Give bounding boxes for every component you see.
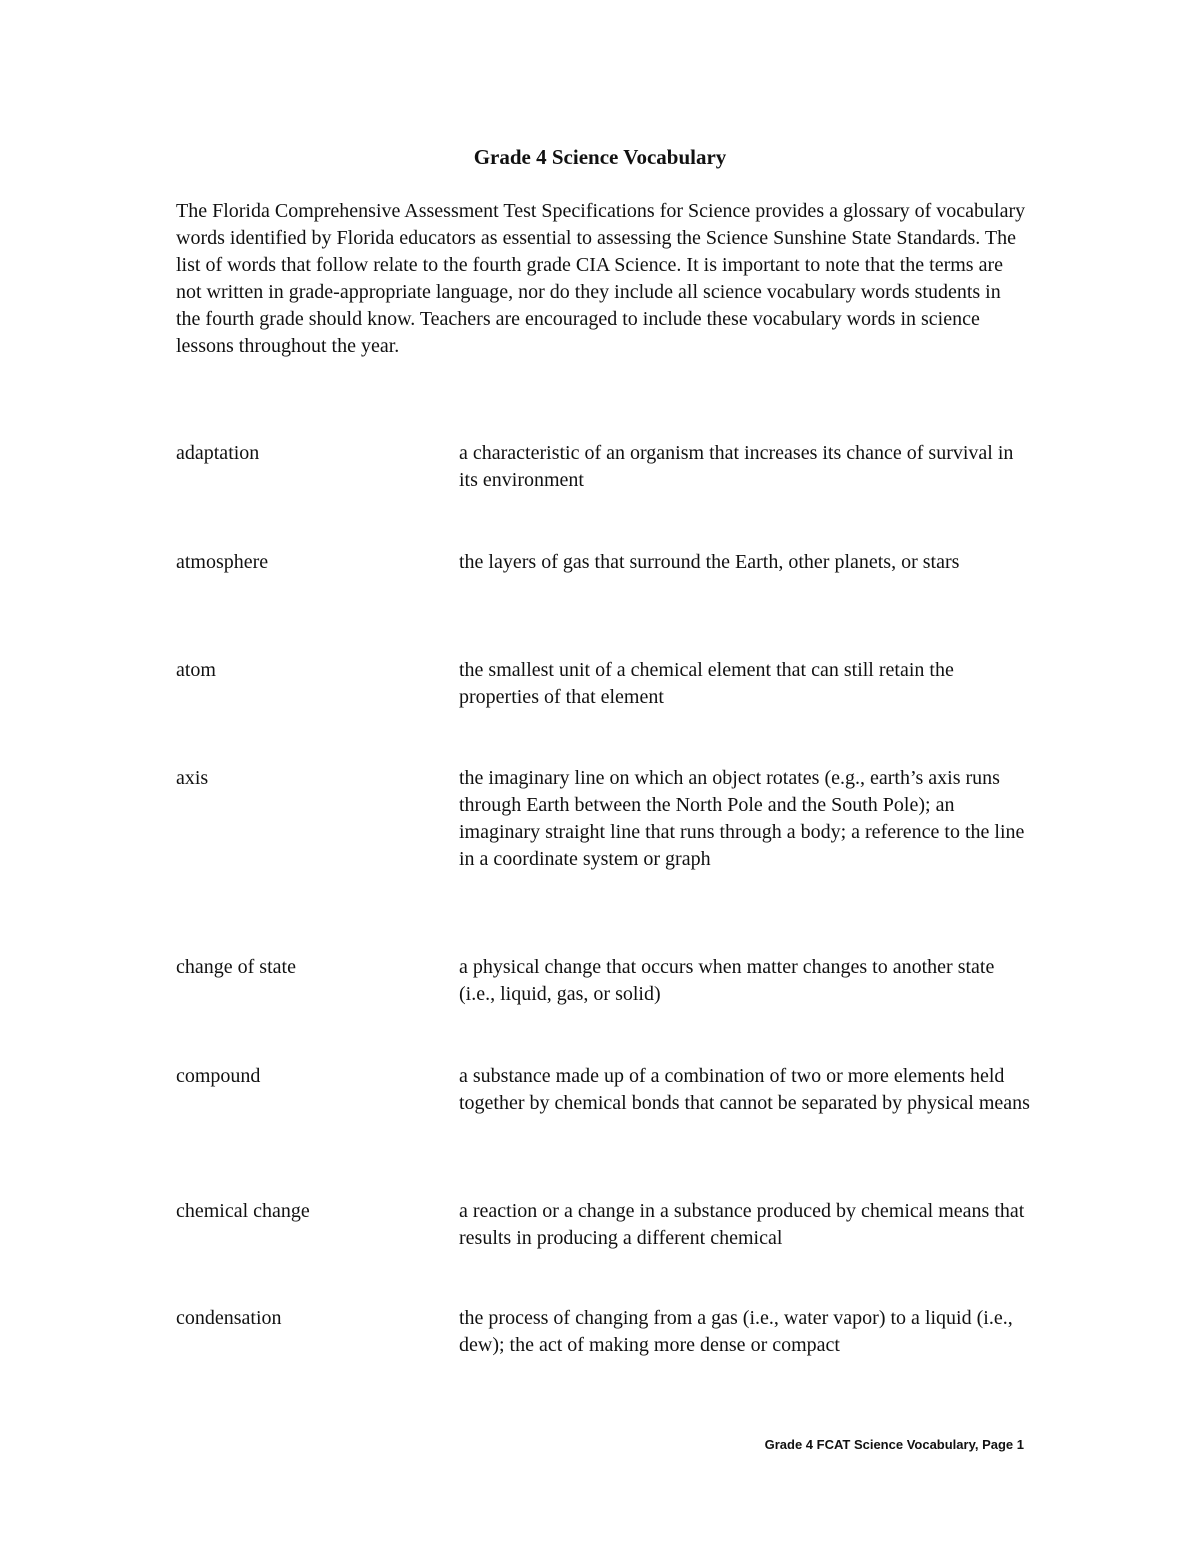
vocabulary-definition: the layers of gas that surround the Earth, other planets, or stars <box>459 551 960 573</box>
vocabulary-definition: a reaction or a change in a substance produced by chemical means that results in producing a different chemical <box>459 1200 1025 1249</box>
page-footer: Grade 4 FCAT Science Vocabulary, Page 1 <box>764 1437 1024 1452</box>
vocabulary-definition: the process of changing from a gas (i.e., water vapor) to a liquid (i.e., dew); the act of making more dense or compact <box>459 1307 1013 1356</box>
vocabulary-term: change of state <box>176 956 296 978</box>
vocabulary-term: adaptation <box>176 442 260 464</box>
vocabulary-term: atom <box>176 659 216 681</box>
intro-paragraph: The Florida Comprehensive Assessment Test Specifications for Science provides a glossary of vocabulary words identified by Florida educators as essential to assessing the Science Sunshine State Standards. The list of words that follow relate to the fourth grade CIA Science. It is important to note that the terms are not written in grade-appropriate language, nor do they include all science vocabulary words students in the fourth grade should know. Teachers are encouraged to include these vocabulary words in science lessons throughout the year. <box>176 200 1026 357</box>
vocabulary-term: axis <box>176 767 209 789</box>
vocabulary-definition: the imaginary line on which an object rotates (e.g., earth’s axis runs through Earth between the North Pole and the South Pole); an imaginary straight line that runs through a body; a reference to the line in a coordinate system or graph <box>459 767 1025 870</box>
vocabulary-definition: the smallest unit of a chemical element that can still retain the properties of that element <box>459 659 954 708</box>
vocabulary-definition: a physical change that occurs when matter changes to another state (i.e., liquid, gas, or solid) <box>459 956 995 1005</box>
document-title: Grade 4 Science Vocabulary <box>473 145 727 169</box>
vocabulary-definition: a substance made up of a combination of two or more elements held together by chemical bonds that cannot be separated by physical means <box>459 1065 1030 1114</box>
vocabulary-term: compound <box>176 1065 261 1087</box>
vocabulary-definition: a characteristic of an organism that increases its chance of survival in its environment <box>459 442 1014 491</box>
vocabulary-term: atmosphere <box>176 551 269 573</box>
vocabulary-term: condensation <box>176 1307 282 1329</box>
vocabulary-term: chemical change <box>176 1200 310 1222</box>
